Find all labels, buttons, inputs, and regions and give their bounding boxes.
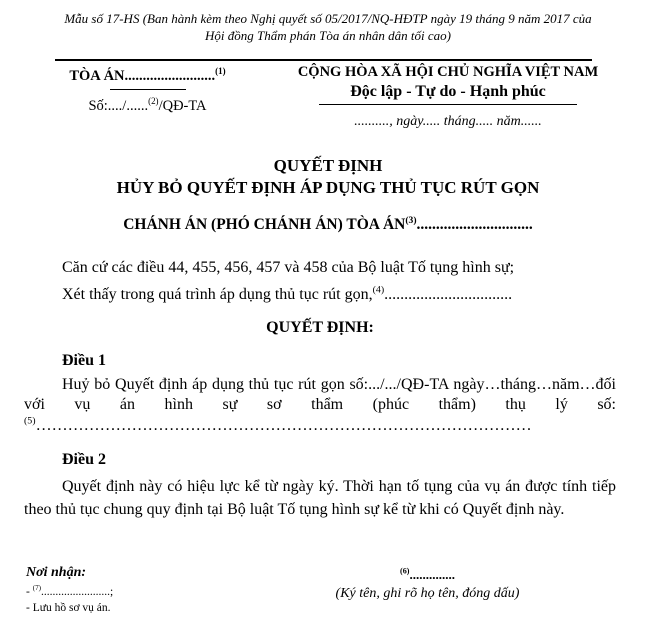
title-block [0,155,656,234]
decision-title: QUYẾT ĐỊNH [273,156,383,175]
article1-text: Huỷ bỏ Quyết định áp dụng thủ tục rút gọn số:.../.../QĐ-TA ngày…tháng…năm…đối với vụ án hình sự sơ thẩm (phúc thẩm) thụ lý số: [24,376,616,414]
article1-dots: ………………………………………………………………………………… [35,416,532,434]
court-name-line [40,68,255,85]
footnote-marker-7: (7) [32,584,42,593]
document-number-suffix: /QĐ-TA [158,98,207,114]
footnote-marker-3: (3) [405,214,417,226]
article2-paragraph: Quyết định này có hiệu lực kể từ ngày ký. Thời hạn tố tụng của vụ án được tính tiếp theo thủ tục chung quy định tại Bộ luật Tố tụng hình sự kể từ khi có Quyết định này. [24,478,616,519]
signature-dots: .............. [409,567,455,582]
consideration-dots: ................................ [384,286,513,303]
issuer-dots: .............................. [416,216,533,233]
consideration-paragraph [24,286,616,304]
decision-section-heading: QUYẾT ĐỊNH: [266,319,374,336]
form-note-line2: Hội đồng Thẩm phán Tòa án nhân dân tối cao) [205,28,451,43]
form-note-line1: Mẫu số 17-HS (Ban hành kèm theo Nghị quyết số 05/2017/NQ-HĐTP ngày 19 tháng 9 năm 2017 của [64,11,592,26]
document-body [0,259,656,521]
document-number-prefix: Số:..../...... [88,98,149,114]
recipient-item-1-dots: ........................; [41,586,114,598]
form-reference-note [0,10,656,44]
recipients-heading: Nơi nhận: [26,565,87,580]
court-header-block [40,64,255,130]
court-name-text: TÒA ÁN......................... [69,68,216,84]
motto-underline [319,104,577,105]
header-columns [0,64,656,130]
signature-instruction: (Ký tên, ghi rõ họ tên, đóng dấu) [335,586,520,601]
issuer-text: CHÁNH ÁN (PHÓ CHÁNH ÁN) TÒA ÁN [123,216,406,233]
court-underline [110,89,186,90]
signature-block [305,567,550,602]
footnote-marker-5: (5) [24,415,36,427]
signature-title-line [305,567,550,583]
recipients-block [26,565,113,615]
footnote-marker-6: (6) [400,566,410,576]
article1-heading: Điều 1 [62,352,106,369]
footnote-marker-2: (2) [148,96,159,107]
recipient-item-1 [26,585,113,599]
national-motto-line1: CỘNG HÒA XÃ HỘI CHỦ NGHĨA VIỆT NAM [297,64,599,80]
issuer-line [0,216,656,234]
recipient-item-1-dash: - [26,586,33,598]
decision-subtitle: HỦY BỎ QUYẾT ĐỊNH ÁP DỤNG THỦ TỤC RÚT GỌN [116,178,540,197]
footnote-marker-1: (1) [215,66,226,77]
consideration-text: Xét thấy trong quá trình áp dụng thủ tục rút gọn, [62,286,373,303]
recipient-item-2: - Lưu hồ sơ vụ án. [26,602,111,614]
national-motto-line2: Độc lập - Tự do - Hạnh phúc [350,83,546,100]
document-number-line [40,98,255,115]
national-header-block [283,64,613,130]
article2-heading: Điều 2 [62,451,106,469]
article1-paragraph [24,375,616,436]
legal-citation-paragraph: Căn cứ các điều 44, 455, 456, 457 và 458 của Bộ luật Tố tụng hình sự; [62,259,515,276]
date-line: .........., ngày..... tháng..... năm...... [354,114,542,129]
header-divider [55,59,592,61]
footnote-marker-4: (4) [372,284,385,296]
